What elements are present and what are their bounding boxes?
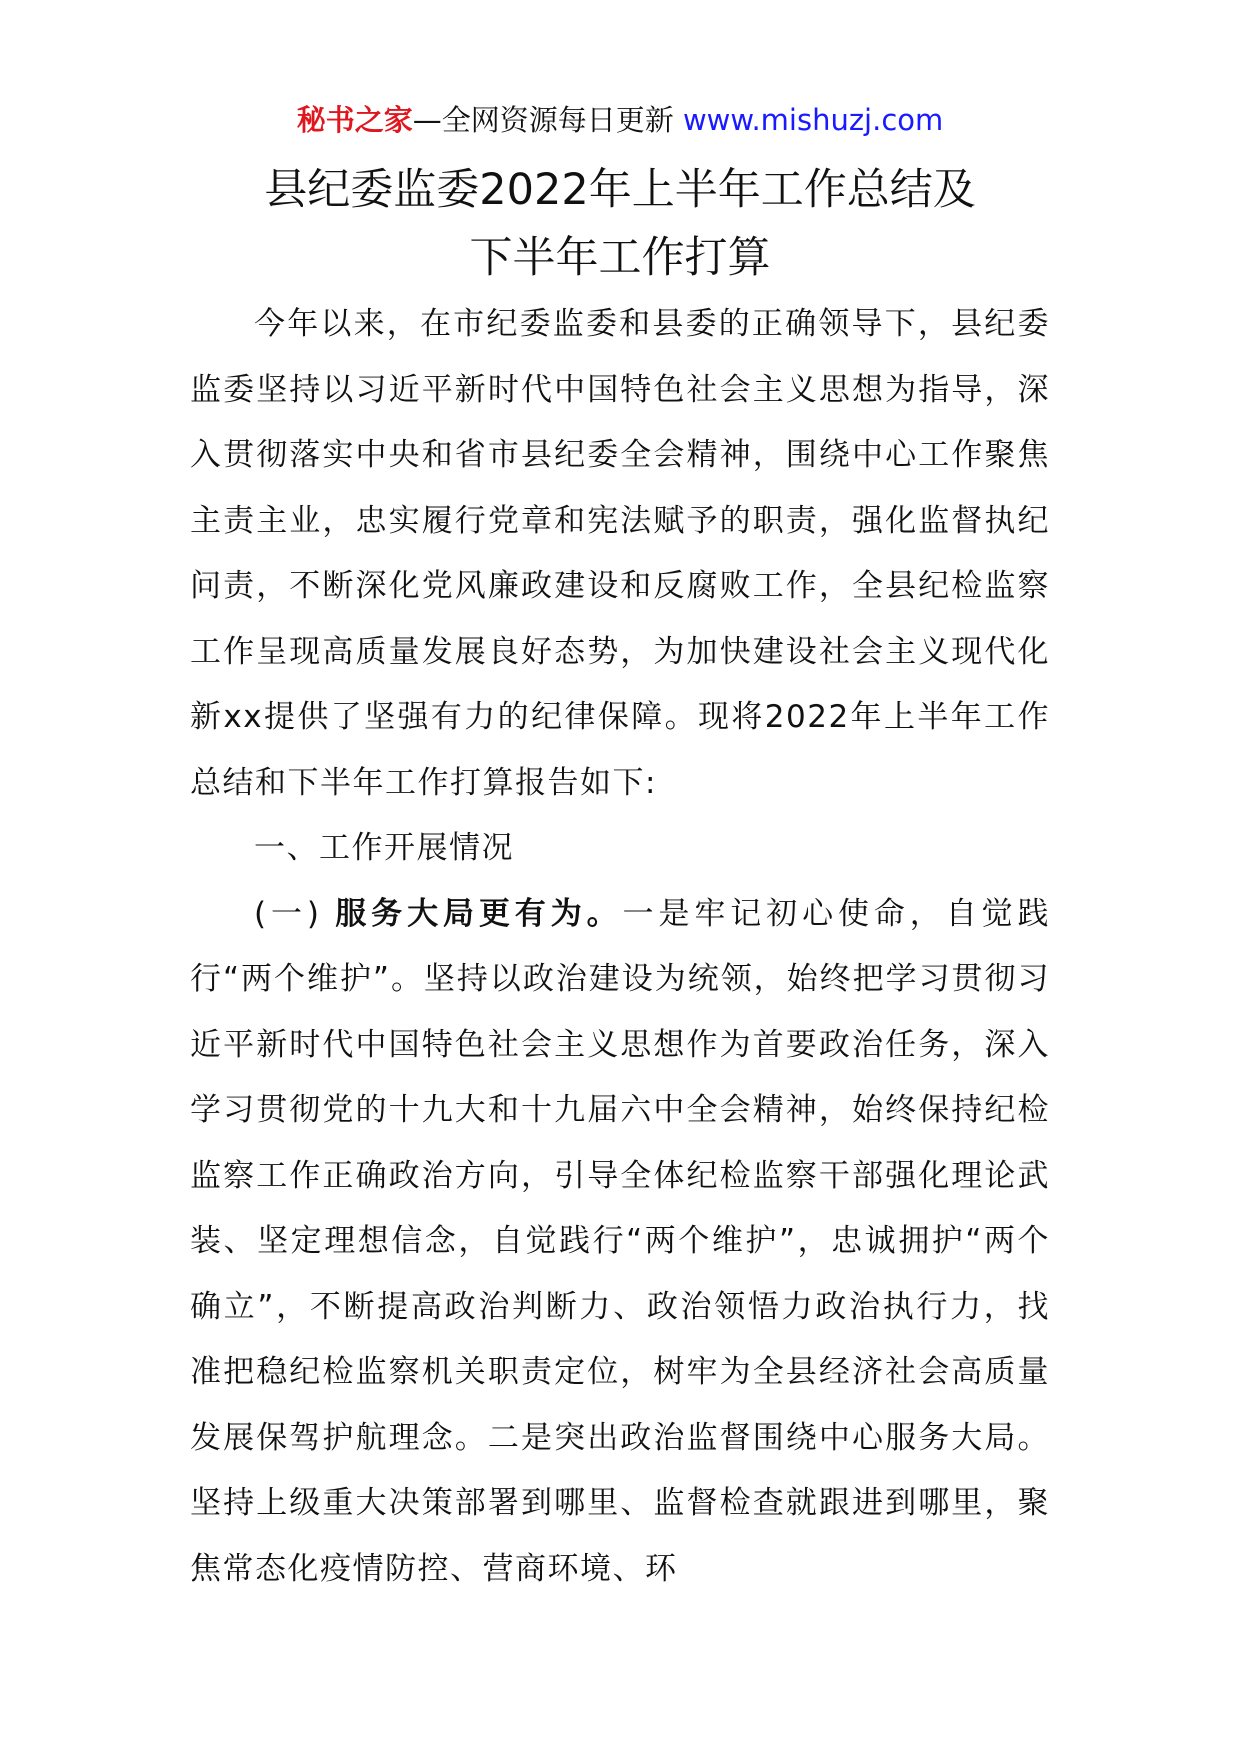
item1-number: (一) <box>254 895 336 932</box>
document-title-line2: 下半年工作打算 <box>469 233 771 283</box>
section-heading: 一、工作开展情况 <box>254 830 514 866</box>
document-title-line1: 县纪委监委2022年上半年工作总结及 <box>264 165 976 215</box>
item1-text: 一是牢记初心使命，自觉践行“两个维护”。坚持以政治建设为统领，始终把学习贯彻习近平新时代中国特色社会主义思想作为首要政治任务，深入学习贯彻党的十九大和十九届六中全会精神，始终保持纪检监察工作正确政治方向，引导全体纪检监察干部强化理论武装、坚定理想信念，自觉践行“两个维护”，忠诚拥护“两个确立”，不断提高政治判断力、政治领悟力政治执行力，找准把稳纪检监察机关职责定位，树牢为全县经济社会高质量发展保驾护航理念。二是突出政治监督围绕中心服务大局。坚持上级重大决策部署到哪里、监督检查就跟进到哪里，聚焦常态化疫情防控、营商环境、环 <box>190 895 1051 1587</box>
intro-paragraph: 今年以来，在市纪委监委和县委的正确领导下，县纪委监委坚持以习近平新时代中国特色社会主义思想为指导，深入贯彻落实中央和省市县纪委全会精神，围绕中心工作聚焦主责主业，忠实履行党章和宪法赋予的职责，强化监督执纪问责，不断深化党风廉政建设和反腐败工作，全县纪检监察工作呈现高质量发展良好态势，为加快建设社会主义现代化新xx提供了坚强有力的纪律保障。现将2022年上半年工作总结和下半年工作打算报告如下: <box>190 306 1050 801</box>
brand-name: 秘书之家 <box>296 103 413 137</box>
site-banner <box>0 100 1240 140</box>
item1-title: 服务大局更有为。 <box>335 895 623 932</box>
site-url-link[interactable]: www.mishuzj.com <box>682 103 944 137</box>
item1-paragraph <box>190 882 1050 1603</box>
banner-tagline: —全网资源每日更新 <box>412 103 683 137</box>
document-body <box>190 292 1050 1602</box>
